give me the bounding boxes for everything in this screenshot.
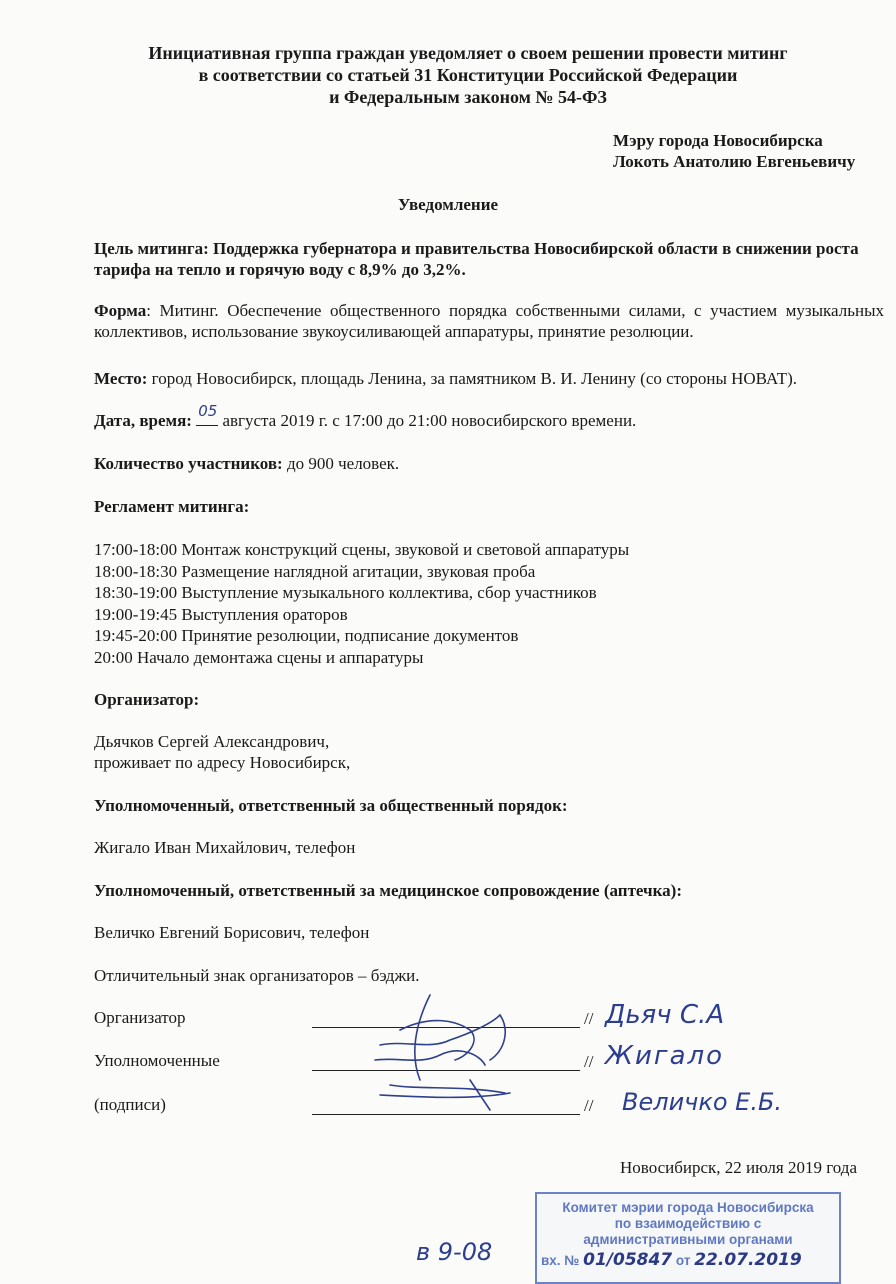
handwritten-time-note: в 9-08 — [416, 1238, 493, 1266]
participants-label: Количество участников: — [94, 454, 283, 473]
participants-text: до 900 человек. — [282, 454, 400, 473]
header-line-3: и Федеральным законом № 54-ФЗ — [329, 87, 607, 107]
order-responsible-name: Жигало Иван Михайлович, телефон — [94, 838, 356, 857]
signature-row-authorized-label: Уполномоченные — [94, 1051, 220, 1070]
medical-responsible-label: Уполномоченный, ответственный за медицинское сопровождение (аптечка): — [94, 881, 683, 900]
stamp-reg-from: от — [675, 1253, 691, 1268]
registration-stamp — [535, 1192, 841, 1284]
schedule-label: Регламент митинга: — [94, 497, 250, 516]
schedule-item: 18:30-19:00 Выступление музыкального коллектива, сбор участников — [94, 583, 597, 603]
form-paragraph — [94, 300, 884, 342]
schedule-item: 17:00-18:00 Монтаж конструкций сцены, звуковой и световой аппаратуры — [94, 540, 630, 559]
handwritten-day: 05 — [198, 402, 218, 420]
document-title: Уведомление — [397, 195, 499, 214]
place-text: город Новосибирск, площадь Ленина, за памятником В. И. Ленину (со стороны НОВАТ). — [147, 369, 798, 388]
organizer-label: Организатор: — [94, 690, 200, 709]
stamp-line-1: Комитет мэрии города Новосибирска — [562, 1200, 814, 1215]
participants-paragraph — [94, 453, 884, 474]
place-date: Новосибирск, 22 июля 2019 года — [620, 1158, 857, 1177]
schedule-item: 18:00-18:30 Размещение наглядной агитации, звуковая проба — [94, 561, 536, 581]
signature-slash: // — [584, 1096, 594, 1115]
addressee-line-2: Локоть Анатолию Евгеньевичу — [613, 152, 856, 171]
schedule-list — [94, 539, 884, 669]
signature-slash: // — [584, 1009, 594, 1028]
place-paragraph — [94, 368, 884, 389]
signature-row-signatures-label: (подписи) — [94, 1095, 166, 1114]
place-label: Место: — [94, 369, 148, 388]
form-label: Форма — [94, 301, 147, 320]
schedule-item: 19:45-20:00 Принятие резолюции, подписание документов — [94, 626, 519, 646]
signature-scribble — [360, 985, 530, 1115]
signature-slash: // — [584, 1052, 594, 1071]
schedule-item: 19:00-19:45 Выступления ораторов — [94, 604, 348, 624]
header-line-1: Инициативная группа граждан уведомляет о своем решении провести митинг — [148, 43, 788, 63]
datetime-text: августа 2019 г. с 17:00 до 21:00 новосибирского времени. — [218, 411, 637, 430]
stamp-line-2: по взаимодействию с — [614, 1216, 762, 1231]
medical-responsible-name: Величко Евгений Борисович, телефон — [94, 923, 370, 942]
organizer-name: Дьячков Сергей Александрович, — [94, 732, 330, 751]
stamp-reg-number: 01/05847 — [583, 1250, 673, 1270]
datetime-paragraph — [94, 402, 884, 431]
signature-row-organizer-label: Организатор — [94, 1008, 186, 1027]
goal-paragraph: Цель митинга: Поддержка губернатора и правительства Новосибирской области в снижении роста тарифа на тепло и горячую воду с 8,9% до 3,2%. — [94, 239, 859, 279]
stamp-reg-prefix: вх. № — [541, 1253, 580, 1268]
header-line-2: в соответствии со статьей 31 Конституции Российской Федерации — [198, 65, 738, 85]
stamp-reg-date: 22.07.2019 — [694, 1250, 802, 1270]
badge-note: Отличительный знак организаторов – бэджи. — [94, 966, 420, 985]
datetime-label: Дата, время: — [94, 411, 192, 430]
date-day-blank — [196, 402, 218, 426]
stamp-line-3: административными органами — [583, 1232, 793, 1247]
form-text: : Митинг. Обеспечение общественного порядка собственными силами, с участием музыкальных коллективов, использование звукоусиливающей аппаратуры, принятие резолюции. — [94, 301, 884, 341]
addressee — [613, 130, 855, 172]
document-header — [0, 42, 896, 108]
handwritten-name-3: Величко Е.Б. — [622, 1088, 783, 1116]
organizer-details — [94, 731, 884, 773]
organizer-address: проживает по адресу Новосибирск, — [94, 753, 351, 772]
order-responsible-label: Уполномоченный, ответственный за общественный порядок: — [94, 796, 568, 815]
stamp-registration — [537, 1252, 839, 1269]
schedule-item: 20:00 Начало демонтажа сцены и аппаратуры — [94, 647, 424, 667]
addressee-line-1: Мэру города Новосибирска — [613, 131, 823, 150]
handwritten-name-1: Дьяч С.А — [605, 1000, 725, 1030]
handwritten-name-2: Жигало — [605, 1041, 725, 1071]
